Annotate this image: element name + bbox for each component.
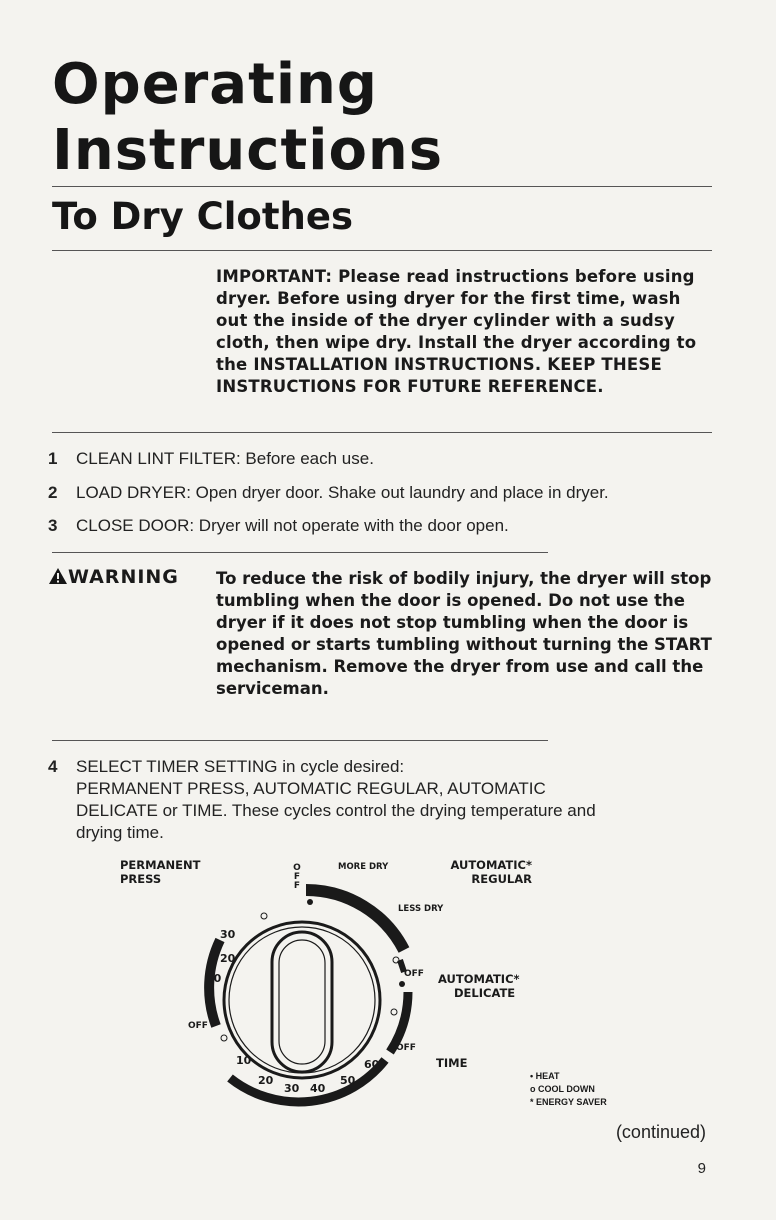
page-title bbox=[52, 52, 443, 184]
tick-label: 50 bbox=[340, 1074, 356, 1087]
step-number: 3 bbox=[48, 516, 58, 535]
section-title: To Dry Clothes bbox=[52, 195, 353, 238]
heat-dot bbox=[399, 981, 405, 987]
heat-dot bbox=[307, 899, 313, 905]
step-4-line: DELICATE or TIME. These cycles control the drying temperature and bbox=[76, 801, 596, 820]
cool-dot bbox=[391, 1009, 397, 1015]
dial-legend bbox=[530, 1070, 607, 1109]
divider bbox=[52, 186, 712, 187]
label-line: REGULAR bbox=[471, 872, 532, 886]
divider bbox=[52, 250, 712, 251]
legend-item: * ENERGY SAVER bbox=[530, 1097, 607, 1107]
time-arc bbox=[230, 1060, 385, 1102]
label-line: PERMANENT bbox=[120, 858, 201, 872]
knob-inner bbox=[229, 927, 375, 1073]
tick-label: 40 bbox=[310, 1082, 326, 1095]
off-label: OFF bbox=[396, 1043, 416, 1053]
step-2 bbox=[48, 482, 728, 504]
warning-text: To reduce the risk of bodily injury, the dryer will stop tumbling when the door is opened. Do not use the dryer if it does not stop tumbling when the door is opened or starts tumbling without turning the START mechanism. Remove the dryer from use and call the serviceman. bbox=[216, 569, 712, 698]
tick-label: 20 bbox=[258, 1074, 274, 1087]
step-1 bbox=[48, 448, 728, 470]
title-line-2: Instructions bbox=[52, 118, 444, 183]
tick-label: 10 bbox=[236, 1054, 252, 1067]
step-number: 2 bbox=[48, 483, 58, 502]
label-line: AUTOMATIC* bbox=[450, 858, 532, 872]
step-4-line: drying time. bbox=[76, 823, 164, 842]
time-label: TIME bbox=[436, 1056, 468, 1070]
step-4 bbox=[48, 756, 728, 844]
divider bbox=[52, 432, 712, 433]
automatic-regular-label bbox=[436, 858, 532, 886]
warning-label bbox=[48, 566, 179, 588]
legend-item: o COOL DOWN bbox=[530, 1084, 595, 1094]
cool-dot bbox=[393, 957, 399, 963]
continued-note: (continued) bbox=[615, 1122, 706, 1142]
step-text: CLEAN LINT FILTER: Before each use. bbox=[76, 449, 374, 468]
cool-dot bbox=[221, 1035, 227, 1041]
step-number: 1 bbox=[48, 449, 58, 468]
title-line-1: Operating bbox=[52, 52, 378, 117]
more-dry-label: MORE DRY bbox=[338, 862, 389, 872]
tick-label: 30 bbox=[284, 1082, 300, 1095]
automatic-delicate-label bbox=[438, 972, 520, 1000]
knob-grip-inner bbox=[279, 940, 325, 1064]
step-text: CLOSE DOOR: Dryer will not operate with the door open. bbox=[76, 516, 509, 535]
less-dry-label: LESS DRY bbox=[398, 904, 444, 914]
heat-dot bbox=[205, 989, 211, 995]
divider bbox=[52, 552, 548, 553]
label-line: PRESS bbox=[120, 872, 162, 886]
step-4-line: SELECT TIMER SETTING in cycle desired: bbox=[76, 757, 405, 776]
step-number: 4 bbox=[48, 757, 58, 776]
label-line: DELICATE bbox=[454, 986, 516, 1000]
cool-dot bbox=[261, 913, 267, 919]
step-4-line: PERMANENT PRESS, AUTOMATIC REGULAR, AUTOMATIC bbox=[76, 779, 546, 798]
warning-word: WARNING bbox=[68, 566, 179, 588]
important-note: IMPORTANT: Please read instructions before using dryer. Before using dryer for the first time, wash out the inside of the dryer cylinder with a sudsy cloth, then wipe dry. Install the dryer according to the INSTALLATION INSTRUCTIONS. KEEP THESE INSTRUCTIONS FOR FUTURE REFERENCE. bbox=[216, 267, 697, 396]
page-number: 9 bbox=[697, 1160, 706, 1177]
warning-triangle-icon bbox=[48, 567, 68, 585]
step-3 bbox=[48, 515, 728, 537]
divider bbox=[52, 740, 548, 741]
tick-label: 30 bbox=[220, 928, 236, 941]
off-label: OFF bbox=[188, 1021, 208, 1031]
off-top-label: O F F bbox=[293, 863, 301, 891]
label-line: AUTOMATIC* bbox=[438, 972, 520, 986]
legend-item: • HEAT bbox=[530, 1071, 560, 1081]
tick-label: 10 bbox=[206, 972, 222, 985]
step-text: LOAD DRYER: Open dryer door. Shake out laundry and place in dryer. bbox=[76, 483, 609, 502]
timer-dial bbox=[180, 880, 430, 1120]
tick-label: 60 bbox=[364, 1058, 380, 1071]
tick-label: 20 bbox=[220, 952, 236, 965]
off-label: OFF bbox=[404, 969, 424, 979]
